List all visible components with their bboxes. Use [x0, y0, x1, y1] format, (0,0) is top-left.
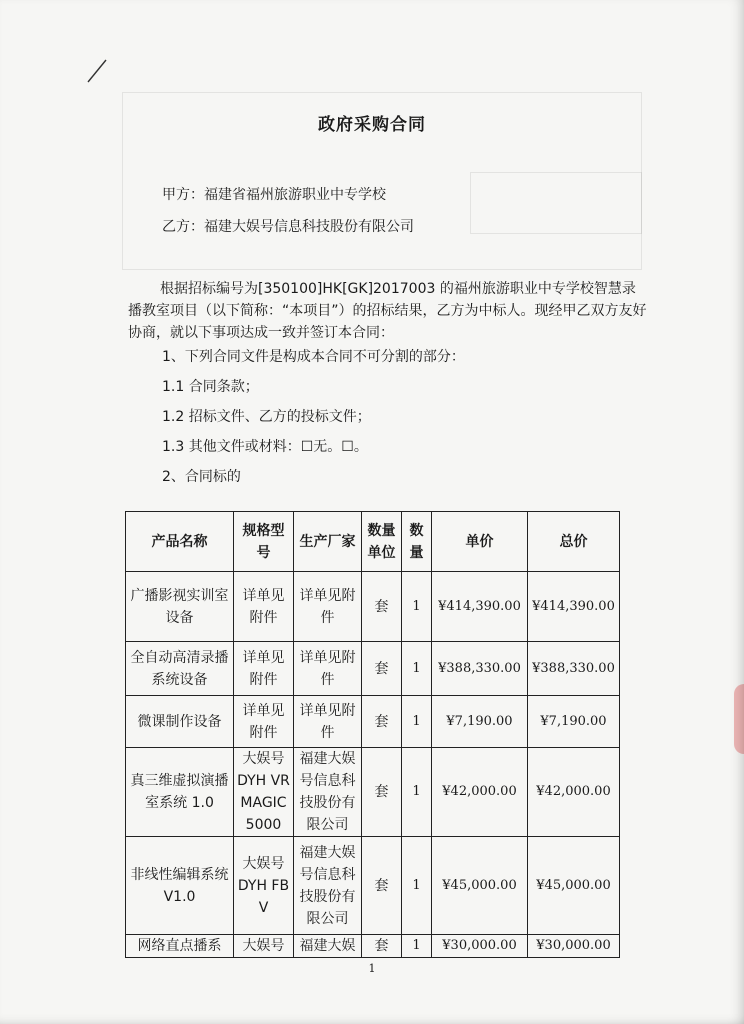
- cell-manufacturer: 详单见附件: [294, 696, 362, 748]
- header-quantity: 数量: [402, 512, 432, 572]
- table-row: [126, 748, 620, 837]
- cell-manufacturer: 福建大娱: [294, 935, 362, 958]
- cell-unit: 套: [362, 748, 402, 837]
- cell-product-name: 微课制作设备: [126, 696, 234, 748]
- cell-product-name: 网络直点播系: [126, 935, 234, 958]
- clause-1-3: 1.3 其他文件或材料：☐无。☐。: [162, 439, 368, 455]
- cell-quantity: 1: [402, 696, 432, 748]
- cell-quantity: 1: [402, 935, 432, 958]
- header-model: 规格型号: [234, 512, 294, 572]
- cell-total-price: ¥388,330.00: [528, 642, 620, 696]
- table-row: [126, 572, 620, 642]
- header-total-price: 总价: [528, 512, 620, 572]
- cell-manufacturer: 详单见附件: [294, 642, 362, 696]
- clause-1: 1、下列合同文件是构成本合同不可分割的部分：: [162, 349, 465, 365]
- cell-unit: 套: [362, 572, 402, 642]
- cell-quantity: 1: [402, 572, 432, 642]
- red-seal-edge: [734, 684, 744, 754]
- cell-total-price: ¥414,390.00: [528, 572, 620, 642]
- contract-items-table: [125, 511, 620, 958]
- cell-unit-price: ¥414,390.00: [432, 572, 528, 642]
- cell-total-price: ¥30,000.00: [528, 935, 620, 958]
- cell-unit-price: ¥42,000.00: [432, 748, 528, 837]
- page-title: 政府采购合同: [318, 115, 426, 135]
- cell-product-name: 广播影视实训室设备: [126, 572, 234, 642]
- cell-quantity: 1: [402, 642, 432, 696]
- table-header-row: [126, 512, 620, 572]
- cell-quantity: 1: [402, 837, 432, 935]
- clause-2: 2、合同标的: [162, 469, 241, 485]
- header-manufacturer: 生产厂家: [294, 512, 362, 572]
- party-a: 甲方：福建省福州旅游职业中专学校: [162, 187, 386, 203]
- table-row: [126, 696, 620, 748]
- cell-unit: 套: [362, 696, 402, 748]
- table-row: [126, 642, 620, 696]
- clause-1-2: 1.2 招标文件、乙方的投标文件；: [162, 409, 371, 425]
- party-b: 乙方：福建大娱号信息科技股份有限公司: [162, 219, 414, 235]
- cell-unit-price: ¥388,330.00: [432, 642, 528, 696]
- cell-unit: 套: [362, 642, 402, 696]
- cell-quantity: 1: [402, 748, 432, 837]
- cell-model: 详单见附件: [234, 696, 294, 748]
- table-row: [126, 935, 620, 958]
- cell-unit: 套: [362, 837, 402, 935]
- cell-product-name: 全自动高清录播系统设备: [126, 642, 234, 696]
- bleed-through-cell: [470, 172, 642, 234]
- header-unit: 数量单位: [362, 512, 402, 572]
- clause-1-1: 1.1 合同条款；: [162, 379, 259, 395]
- cell-total-price: ¥42,000.00: [528, 748, 620, 837]
- intro-paragraph: [128, 278, 648, 344]
- header-product-name: 产品名称: [126, 512, 234, 572]
- intro-text: 根据招标编号为[350100]HK[GK]2017003 的福州旅游职业中专学校智慧录播教室项目（以下简称：“本项目”）的招标结果，乙方为中标人。现经甲乙双方友好协商，就以下事项达成一致并签订本合同：: [128, 281, 647, 341]
- cell-manufacturer: 福建大娱号信息科技股份有限公司: [294, 837, 362, 935]
- header-unit-price: 单价: [432, 512, 528, 572]
- cell-model: 大娱号 DYH VRMAGIC 5000: [234, 748, 294, 837]
- page-number: 1: [368, 962, 376, 975]
- cell-model: 大娱号 DYH FBV: [234, 837, 294, 935]
- cell-model: 大娱号: [234, 935, 294, 958]
- cell-unit: 套: [362, 935, 402, 958]
- cell-unit-price: ¥30,000.00: [432, 935, 528, 958]
- table-row: [126, 837, 620, 935]
- cell-unit-price: ¥45,000.00: [432, 837, 528, 935]
- cell-unit-price: ¥7,190.00: [432, 696, 528, 748]
- pen-mark-icon: [86, 58, 108, 84]
- cell-model: 详单见附件: [234, 572, 294, 642]
- cell-manufacturer: 详单见附件: [294, 572, 362, 642]
- cell-total-price: ¥45,000.00: [528, 837, 620, 935]
- cell-product-name: 非线性编辑系统 V1.0: [126, 837, 234, 935]
- cell-manufacturer: 福建大娱号信息科技股份有限公司: [294, 748, 362, 837]
- cell-total-price: ¥7,190.00: [528, 696, 620, 748]
- cell-model: 详单见附件: [234, 642, 294, 696]
- cell-product-name: 真三维虚拟演播室系统 1.0: [126, 748, 234, 837]
